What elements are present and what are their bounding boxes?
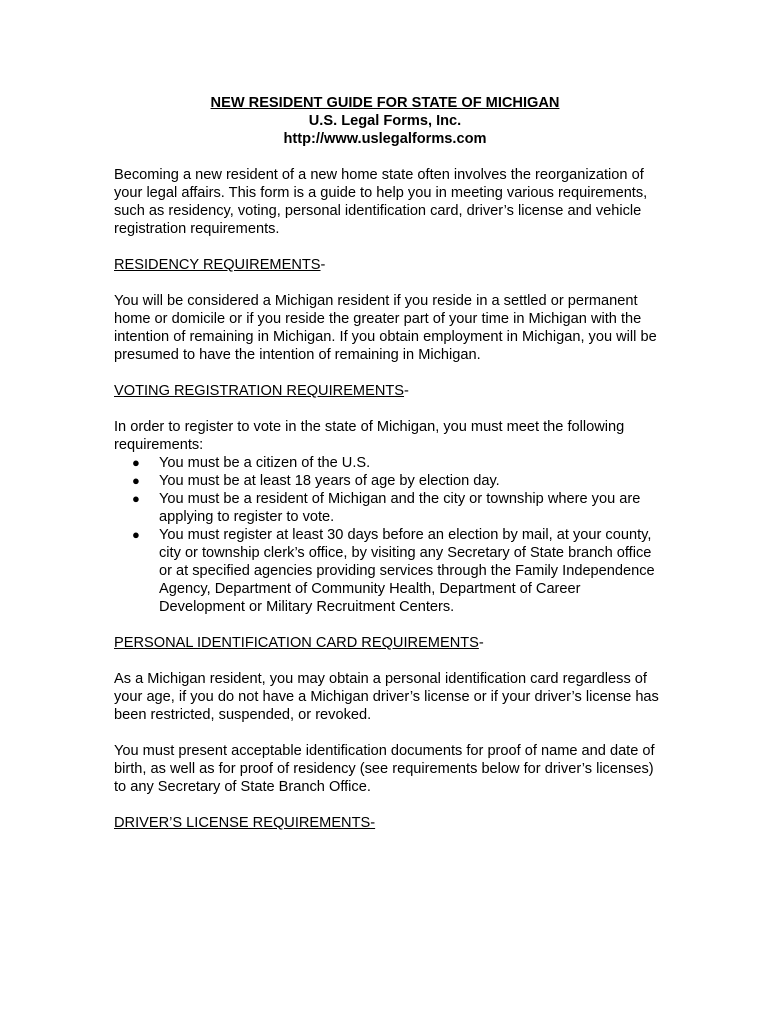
list-item-text: You must be a citizen of the U.S.: [159, 455, 371, 471]
list-item-text: You must be at least 18 years of age by election day.: [159, 473, 500, 489]
list-item: [114, 472, 662, 490]
voting-requirements-list-2: [114, 490, 662, 526]
residency-heading: [114, 256, 662, 274]
list-item-text: You must register at least 30 days before an election by mail, at your county, city or township clerk’s office, by visiting any Secretary of State branch office or at specified agencies providing services through the Family Independence Agency, Department of Community Health, Department of Career Development or Military Recruitment Centers.: [159, 527, 655, 615]
voting-requirements-list-3: [114, 526, 662, 616]
personal-id-heading-text: PERSONAL IDENTIFICATION CARD REQUIREMENTS: [114, 635, 479, 651]
voting-heading: [114, 382, 662, 400]
voting-heading-text: VOTING REGISTRATION REQUIREMENTS: [114, 383, 405, 399]
personal-id-heading-suffix: -: [478, 635, 484, 651]
bullet-icon: ●: [132, 527, 140, 542]
list-item: [114, 490, 662, 526]
document-header: [114, 94, 656, 148]
bullet-icon: ●: [132, 473, 140, 488]
bullet-icon: ●: [132, 491, 140, 506]
company-url: http://www.uslegalforms.com: [283, 131, 487, 147]
personal-id-paragraph-1: As a Michigan resident, you may obtain a personal identification card regardless of your age, if you do not have a Michigan driver’s license or if your driver’s license has been restricted, suspended, or revoked.: [114, 671, 659, 723]
bullet-icon: ●: [132, 455, 140, 470]
list-item: [114, 526, 662, 616]
document-title: NEW RESIDENT GUIDE FOR STATE OF MICHIGAN: [210, 95, 560, 111]
drivers-license-heading-text: DRIVER’S LICENSE REQUIREMENTS-: [114, 815, 376, 831]
residency-heading-text: RESIDENCY REQUIREMENTS: [114, 257, 321, 273]
list-item-text: You must be a resident of Michigan and the city or township where you are applying to register to vote.: [159, 491, 641, 525]
personal-id-heading: [114, 634, 662, 652]
residency-paragraph: You will be considered a Michigan resident if you reside in a settled or permanent home or domicile or if you reside the greater part of your time in Michigan with the intention of remaining in Michigan. If you obtain employment in Michigan, you will be presumed to have the intention of remaining in Michigan.: [114, 293, 657, 363]
voting-paragraph: In order to register to vote in the state of Michigan, you must meet the following requirements:: [114, 419, 625, 453]
list-item: [114, 454, 662, 472]
document-page: [114, 94, 662, 832]
personal-id-paragraph-2: You must present acceptable identification documents for proof of name and date of birth, as well as for proof of residency (see requirements below for driver’s licenses) to any Secretary of State Branch Office.: [114, 743, 655, 795]
voting-requirements-list: [114, 454, 662, 490]
voting-heading-suffix: -: [404, 383, 409, 399]
company-name: U.S. Legal Forms, Inc.: [308, 113, 462, 129]
residency-heading-suffix: -: [320, 257, 326, 273]
drivers-license-heading: [114, 814, 662, 832]
intro-paragraph: Becoming a new resident of a new home state often involves the reorganization of your legal affairs. This form is a guide to help you in meeting various requirements, such as residency, voting, personal identification card, driver’s license and vehicle registration requirements.: [114, 167, 648, 237]
